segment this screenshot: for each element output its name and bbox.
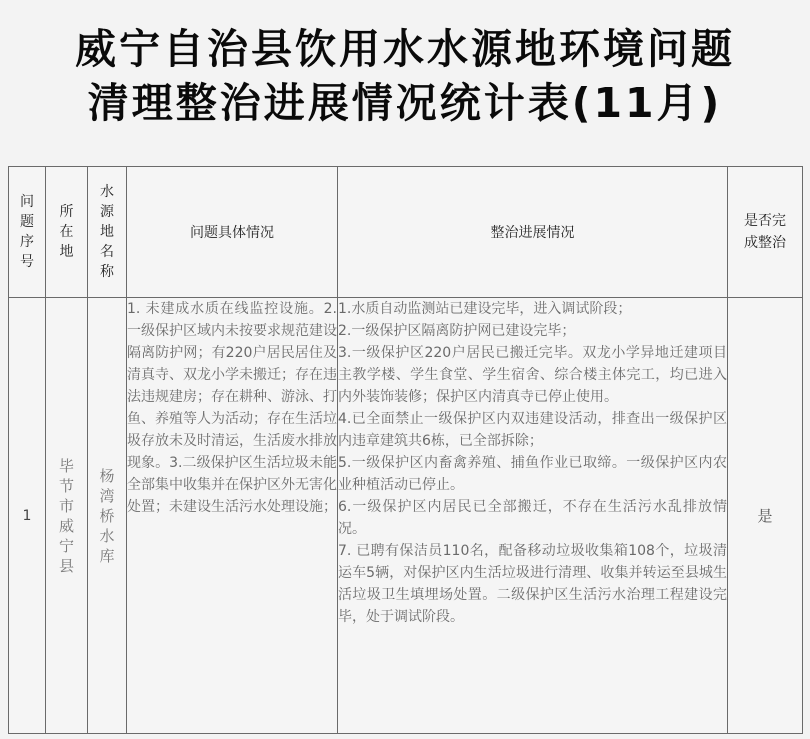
header-no: 问题序号 — [9, 167, 46, 298]
table-row — [9, 298, 803, 734]
header-problem: 问题具体情况 — [127, 167, 338, 298]
progress-item: 5.一级保护区内畜禽养殖、捕鱼作业已取缔。一级保护区内农业种植活动已停止。 — [338, 455, 727, 493]
cell-problem — [127, 298, 338, 734]
cell-source: 杨湾桥水库 — [88, 298, 127, 734]
progress-item: 6.一级保护区内居民已全部搬迁，不存在生活污水乱排放情况。 — [338, 499, 727, 537]
cell-done: 是 — [728, 298, 803, 734]
header-row — [9, 167, 803, 298]
progress-item: 1.水质自动监测站已建设完毕，进入调试阶段； — [338, 301, 632, 317]
progress-item: 3.一级保护区220户居民已搬迁完毕。双龙小学异地迁建项目主教学楼、学生食堂、学生宿舍、综合楼主体完工，均已进入内外装饰装修；保护区内清真寺已停止使用。 — [338, 345, 727, 405]
title-line-1: 威宁自治县饮用水水源地环境问题 — [75, 25, 735, 73]
header-done: 是否完成整治 — [728, 167, 803, 298]
page-title — [0, 22, 810, 130]
progress-item: 7. 已聘有保洁员110名，配备移动垃圾收集箱108个，垃圾清运车5辆，对保护区内生活垃圾进行清理、收集并转运至县城生活垃圾卫生填埋场处置。二级保护区生活污水治理工程建设完毕，处于调试阶段。 — [338, 543, 727, 625]
cell-location: 毕节市威宁县 — [46, 298, 88, 734]
problem-text: 1. 未建成水质在线监控设施。2. 一级保护区域内未按要求规范建设隔离防护网；有220户居民居住及清真寺、双龙小学未搬迁；存在违法违规建房；存在耕种、游泳、打鱼、养殖等人为活动；存在生活垃圾存放未及时清运，生活废水排放现象。3.二级保护区生活垃圾未能全部集中收集并在保护区外无害化处置；未建设生活污水处理设施； — [127, 301, 337, 515]
header-progress: 整治进展情况 — [338, 167, 728, 298]
title-line-2: 清理整治进展情况统计表(11月) — [87, 79, 723, 127]
cell-no: 1 — [9, 298, 46, 734]
header-location: 所在地 — [46, 167, 88, 298]
header-source: 水源地名称 — [88, 167, 127, 298]
statistics-table — [8, 166, 803, 734]
progress-item: 4.已全面禁止一级保护区内双违建设活动，排查出一级保护区内违章建筑共6栋，已全部拆除； — [338, 411, 727, 449]
progress-item: 2.一级保护区隔离防护网已建设完毕； — [338, 323, 576, 339]
cell-progress — [338, 298, 728, 734]
